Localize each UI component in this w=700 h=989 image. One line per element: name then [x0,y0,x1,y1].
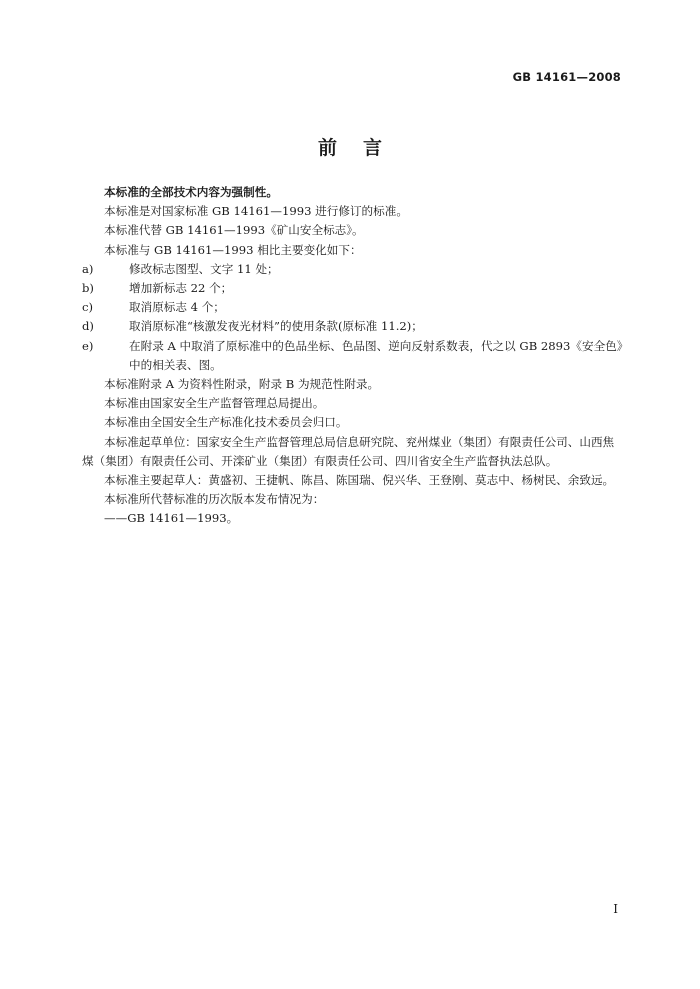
history-intro: 本标准所代替标准的历次版本发布情况为： [104,492,325,507]
drafters: 本标准主要起草人：黄盛初、王捷帆、陈昌、陈国瑞、倪兴华、王登刚、莫志中、杨树民、余致远。 [104,473,615,488]
appendix-statement: 本标准附录 A 为资料性附录，附录 B 为规范性附录。 [104,377,380,392]
list-item-text: 增加新标志 22 个； [129,281,233,296]
list-marker: a) [82,261,94,276]
revision-statement: 本标准是对国家标准 GB 14161—1993 进行修订的标准。 [104,204,408,219]
standard-code: GB 14161—2008 [512,70,621,84]
list-item-text: 取消原标志 4 个； [129,300,225,315]
changes-intro: 本标准与 GB 14161—1993 相比主要变化如下： [104,242,362,257]
drafting-units: 本标准起草单位：国家安全生产监督管理总局信息研究院、兖州煤业（集团）有限责任公司、山西焦煤（集团）有限责任公司、开滦矿业（集团）有限责任公司、四川省安全生产监督执法总队。 [82,434,615,468]
list-item-text: 在附录 A 中取消了原标准中的色品坐标、色品图、逆向反射系数表，代之以 GB 2893《安全色》中的相关表、图。 [129,338,623,372]
list-item-text: 修改标志图型、文字 11 处； [129,261,279,276]
preface-body [82,183,624,529]
list-marker: d) [82,319,94,334]
list-marker: b) [82,281,94,296]
list-item [82,317,624,336]
list-marker: c) [82,300,94,315]
history-item: ——GB 14161—1993。 [104,511,239,526]
list-item [82,260,624,279]
list-item [82,279,624,298]
list-item-text: 取消原标准“核激发夜光材料”的使用条款(原标准 11.2)； [129,319,423,334]
list-item [82,298,624,317]
mandatory-statement: 本标准的全部技术内容为强制性。 [104,185,278,199]
page-number: I [613,902,618,916]
list-item [82,337,624,375]
list-marker: e) [82,338,94,353]
page-title: 前言 [317,137,408,159]
replacement-statement: 本标准代替 GB 14161—1993《矿山安全标志》。 [104,223,364,238]
committee-statement: 本标准由全国安全生产标准化技术委员会归口。 [104,415,348,430]
proposer-statement: 本标准由国家安全生产监督管理总局提出。 [104,396,325,411]
